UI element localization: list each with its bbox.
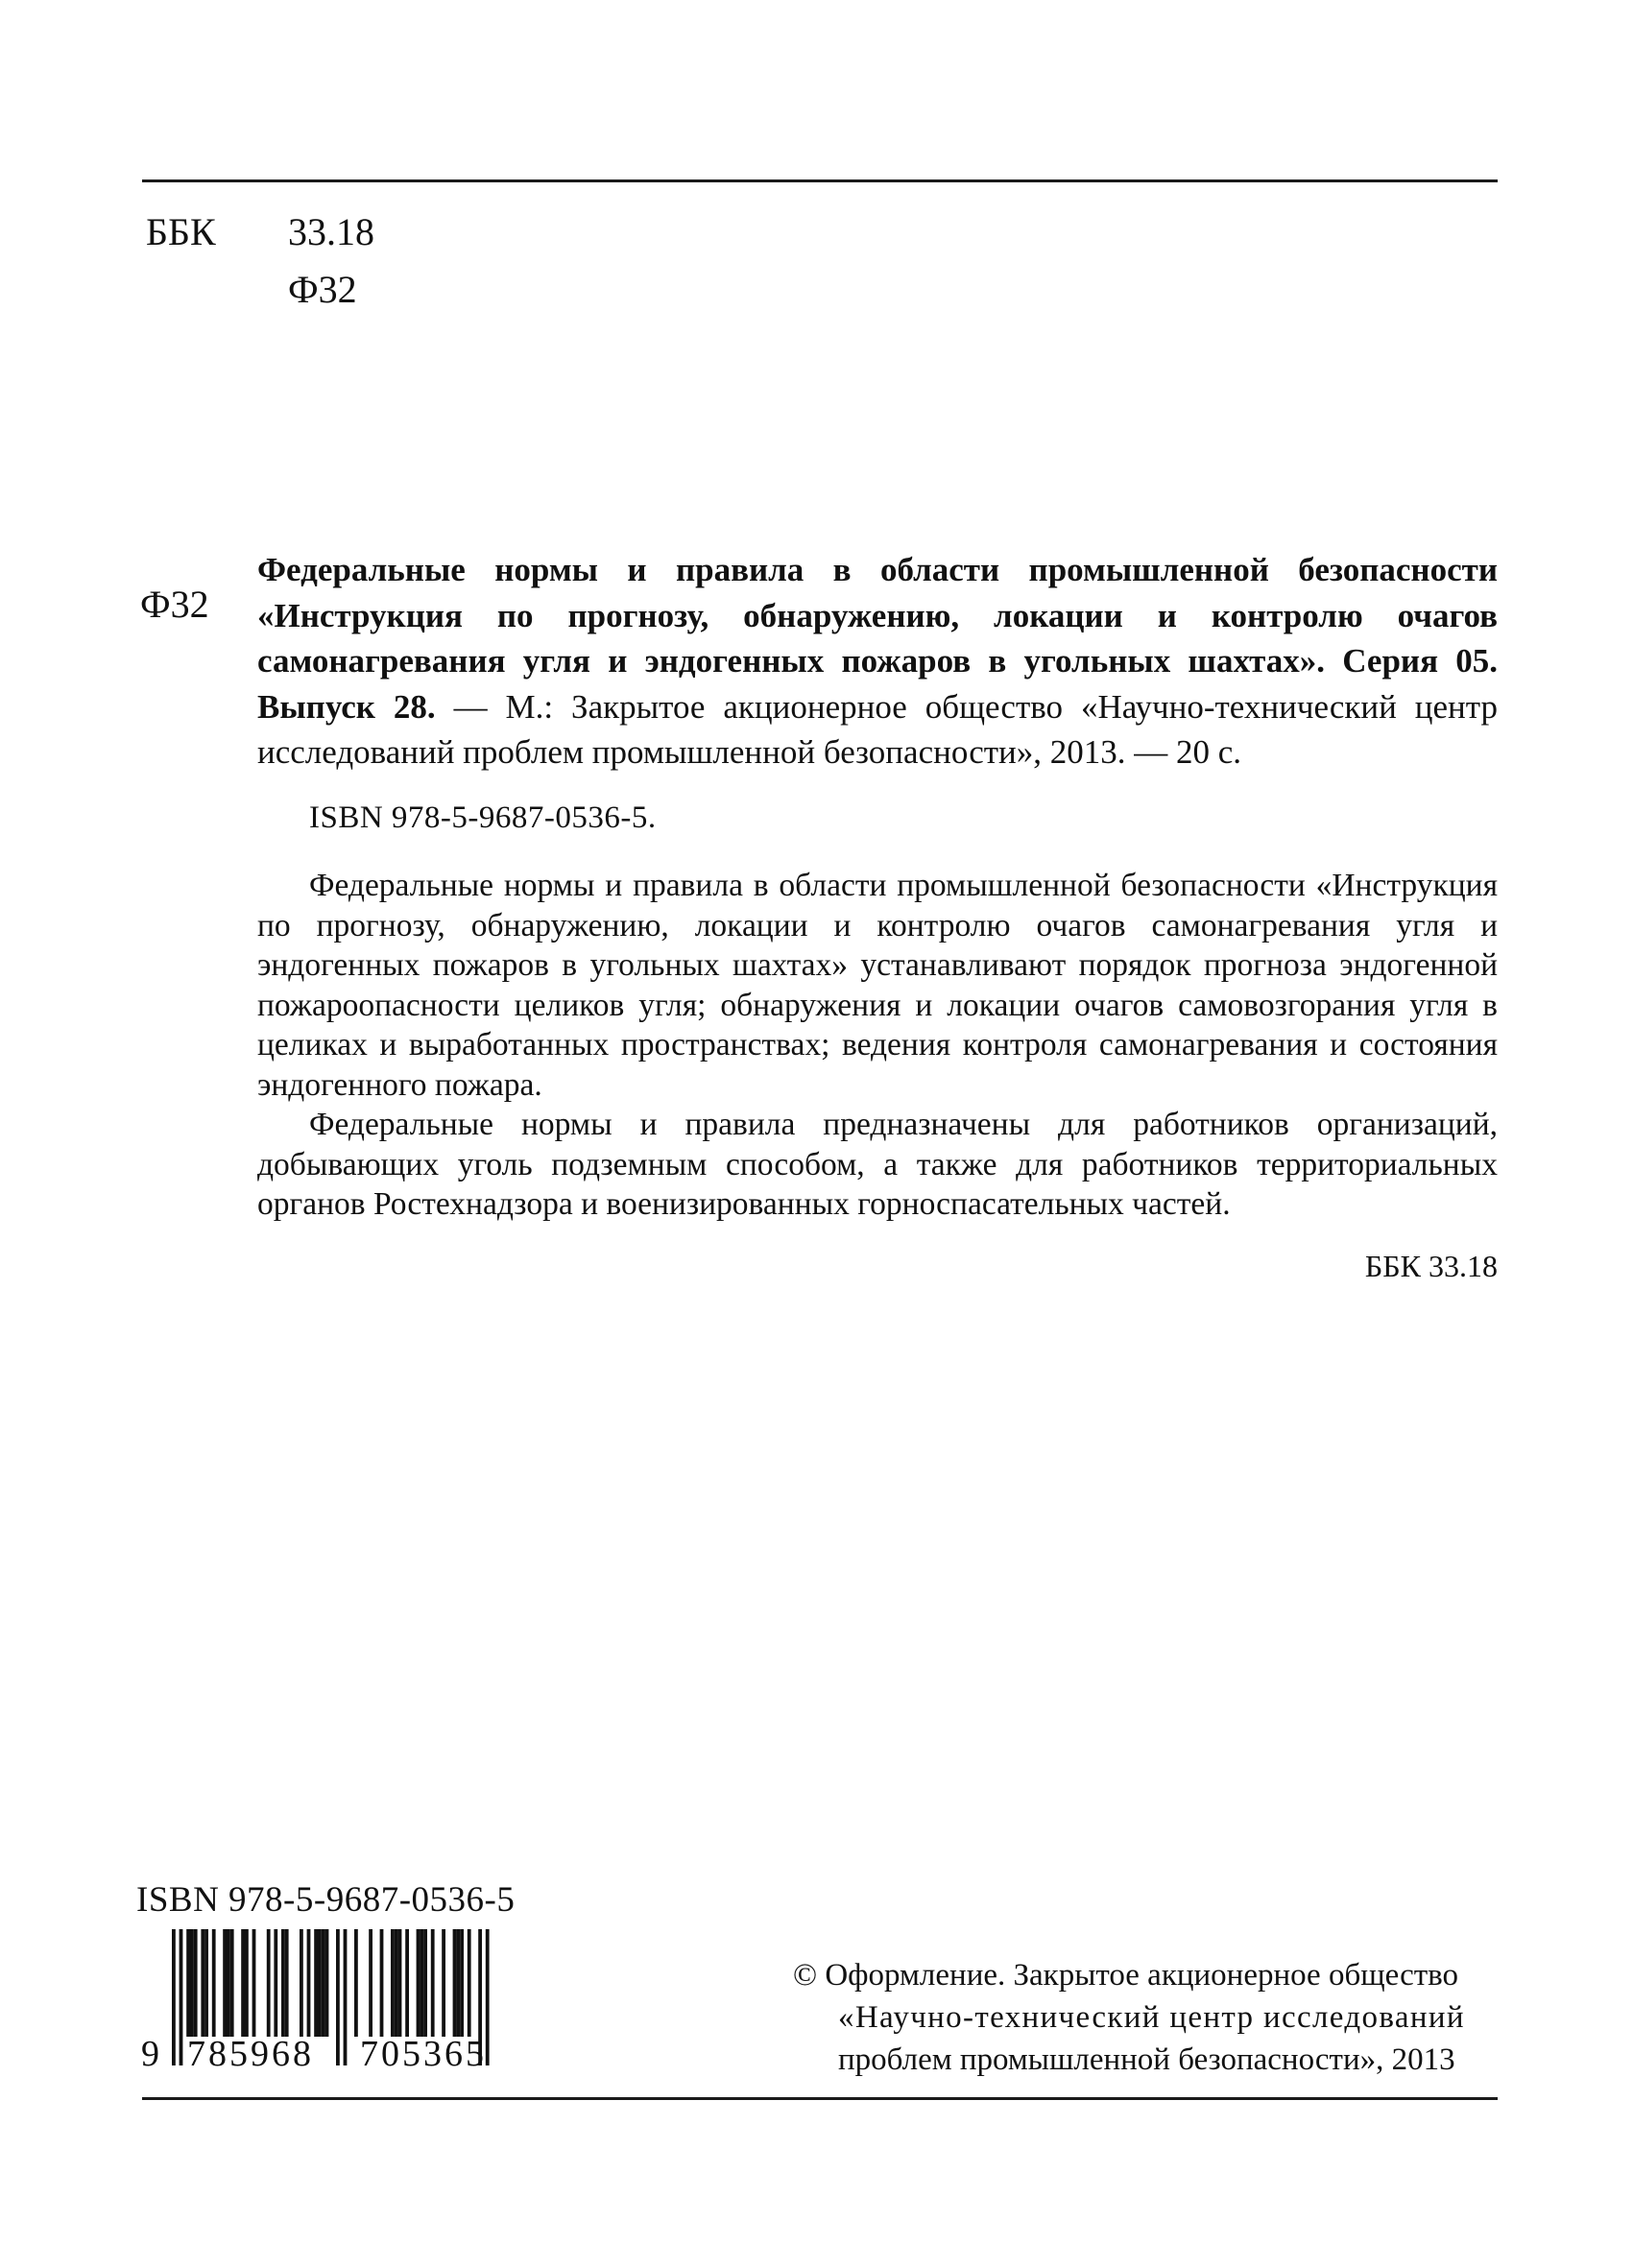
barcode-bar: [281, 1929, 285, 2037]
barcode-bar: [190, 1929, 194, 2037]
barcode-bar: [417, 1929, 420, 2037]
copyright-line-3: проблем промышленной безопасности», 2013: [838, 2042, 1455, 2077]
document-title: Федеральные нормы и правила в области промышленной безопасности «Инструкция по прогнозу, обнаружению, локации и контролю очагов самонагревания угля и эндогенных пожаров в угольных шахтах». Серия 05. Выпуск 28.: [257, 551, 1498, 726]
barcode-bar: [194, 1929, 198, 2037]
barcode-bar: [212, 1929, 216, 2037]
barcode-bar: [318, 1929, 322, 2037]
barcode-digits-right: 705365: [360, 2034, 487, 2069]
barcode-bar: [325, 1929, 329, 2037]
barcode-bar: [307, 1929, 311, 2037]
barcode-bar: [204, 1929, 208, 2037]
bbk-code: 33.18: [288, 210, 374, 253]
barcode-bar: [230, 1929, 234, 2037]
barcode-bar: [186, 1929, 190, 2037]
bottom-rule: [142, 2097, 1498, 2100]
barcode-bar: [405, 1929, 409, 2037]
barcode-bar: [252, 1929, 256, 2037]
barcode-digits-left: 785968: [187, 2034, 314, 2069]
record-author-mark: Ф32: [140, 583, 209, 626]
barcode-bar: [245, 1929, 249, 2037]
barcode-bar: [300, 1929, 303, 2037]
barcode-bar: [460, 1929, 464, 2037]
barcode-bar: [274, 1929, 277, 2037]
barcode-graphic: [139, 1927, 542, 2069]
barcode-bar: [322, 1929, 325, 2037]
barcode-bar: [468, 1929, 471, 2037]
barcode-bar: [201, 1929, 204, 2037]
top-rule: [142, 179, 1498, 182]
barcode-bar: [241, 1929, 245, 2037]
bibliographic-record: [257, 547, 1498, 1289]
barcode-bar: [344, 1929, 348, 2065]
barcode-bar: [431, 1929, 435, 2037]
barcode-bar: [369, 1929, 372, 2037]
bbk-classification: [146, 203, 480, 319]
annotation-paragraph-2: Федеральные нормы и правила предназначены для работников организаций, добывающих уголь подземным способом, а также для работников территориальных органов Ростехнадзора и военизированных горноспасательных частей.: [257, 1107, 1498, 1222]
barcode-bar: [223, 1929, 227, 2037]
barcode-bar: [227, 1929, 230, 2037]
imprint: — М.: Закрытое акционерное общество «Научно-технический центр исследований проблем промышленной безопасности», 2013. — 20 с.: [257, 687, 1499, 771]
barcode-bar: [267, 1929, 271, 2037]
copyright-line-1: © Оформление. Закрытое акционерное общество: [793, 1958, 1459, 1993]
barcode-bar: [395, 1929, 398, 2037]
barcode-bar: [453, 1929, 457, 2037]
barcode-bar: [456, 1929, 460, 2037]
barcode-bar: [423, 1929, 427, 2037]
copyright-line-2: «Научно-технический центр исследований: [838, 2000, 1465, 2035]
isbn-bottom: ISBN 978-5-9687-0536-5: [136, 1880, 516, 1920]
copyright-notice: [793, 1954, 1494, 2081]
barcode-bar: [285, 1929, 289, 2037]
bibliographic-description: [257, 547, 1498, 776]
bbk-index-right: ББК 33.18: [1364, 1248, 1498, 1283]
author-mark: Ф32: [288, 268, 357, 311]
annotation-paragraph-1: Федеральные нормы и правила в области промышленной безопасности «Инструкция по прогнозу, обнаружению, локации и контролю очагов самонагревания угля и эндогенных пожаров в угольных шахтах» устанавливают порядок прогноза эндогенной пожароопасности целиков угля; обнаружения и локации очагов самовозгорания угля в целиках и выработанных пространствах; ведения контроля самонагревания и состояния эндогенного пожара.: [257, 868, 1498, 1103]
barcode: [139, 1927, 542, 2069]
barcode-bar: [354, 1929, 358, 2037]
barcode-bar: [442, 1929, 445, 2037]
barcode-bar: [398, 1929, 402, 2037]
barcode-bar: [391, 1929, 395, 2037]
barcode-bar: [314, 1929, 318, 2037]
barcode-bar: [420, 1929, 423, 2037]
barcode-bar: [380, 1929, 384, 2037]
barcode-digit-lead: 9: [141, 2034, 159, 2069]
barcode-bar: [172, 1929, 176, 2065]
bbk-label: ББК: [146, 210, 216, 253]
isbn-line: ISBN 978-5-9687-0536-5.: [309, 800, 657, 835]
barcode-bar: [180, 1929, 183, 2065]
barcode-bar: [336, 1929, 340, 2065]
